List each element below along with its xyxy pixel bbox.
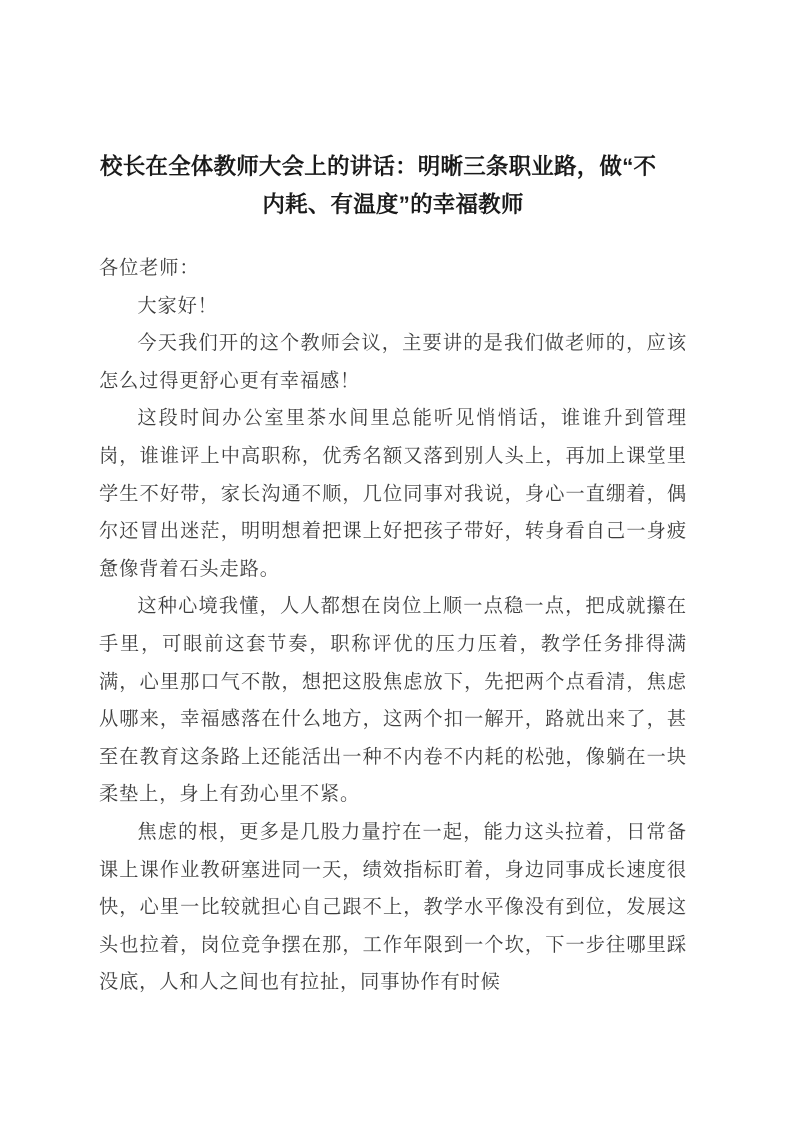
salutation: 各位老师： [99,258,200,279]
paragraph-office-observations: 这段时间办公室里茶水间里总能听见悄悄话，谁谁升到管理岗，谁谁评上中高职称，优秀名额又落到别人头上，再加上课堂里学生不好带，家长沟通不顺，几位同事对我说，身心一直绷着，偶尔还冒出迷茫，明明想着把课上好把孩子带好，转身看自己一身疲惫像背着石头走路。 [99,408,687,580]
paragraph-greeting: 大家好！ [137,295,218,317]
page-title-line-1: 校长在全体教师大会上的讲话：明晰三条职业路，做“不 [100,154,657,179]
paragraph-roots-of-anxiety: 焦虑的根，更多是几股力量拧在一起，能力这头拉着，日常备课上课作业教研塞进同一天，绩效指标盯着，身边同事成长速度很快，心里一比较就担心自己跟不上，教学水平像没有到位，发展这头也拉着，岗位竞争摆在那，工作年限到一个坎，下一步往哪里踩没底，人和人之间也有拉扯，同事协作有时候 [99,821,687,994]
paragraph-meeting-purpose: 今天我们开的这个教师会议，主要讲的是我们做老师的，应该怎么过得更舒心更有幸福感！ [99,333,687,392]
document-content [99,148,687,1002]
page-title-line-2: 内耗、有温度”的幸福教师 [262,192,524,217]
page-title [99,148,687,224]
paragraph-empathy-and-path: 这种心境我懂，人人都想在岗位上顺一点稳一点，把成就攥在手里，可眼前这套节奏，职称评优的压力压着，教学任务排得满满，心里那口气不散，想把这股焦虑放下，先把两个点看清，焦虑从哪来，幸福感落在什么地方，这两个扣一解开，路就出来了，甚至在教育这条路上还能活出一种不内卷不内耗的松弛，像躺在一块柔垫上，身上有劲心里不紧。 [99,596,687,806]
